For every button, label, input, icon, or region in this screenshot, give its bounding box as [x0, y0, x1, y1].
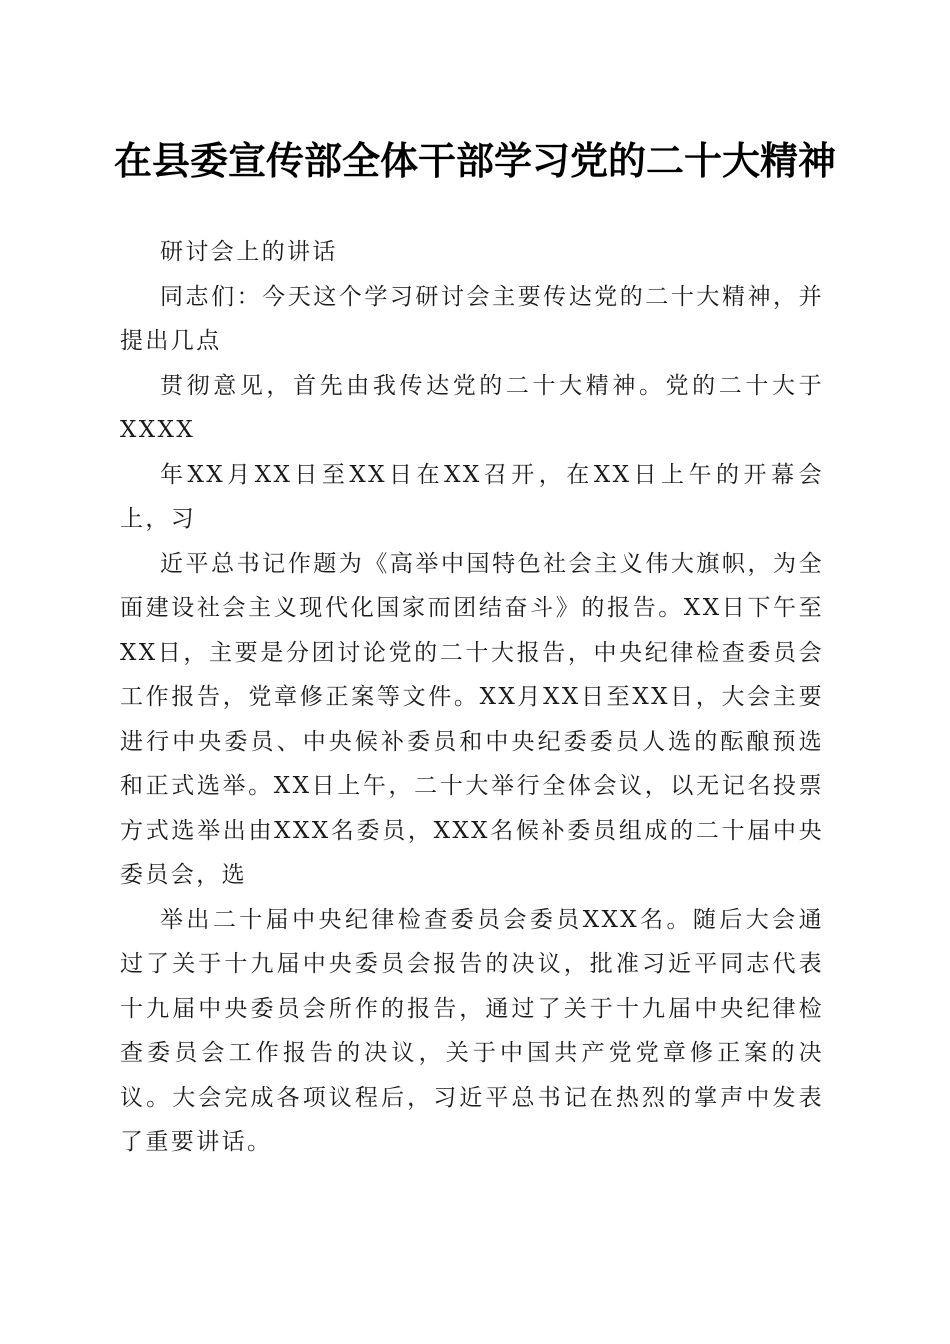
- paragraph-intro: 贯彻意见，首先由我传达党的二十大精神。党的二十大于XXXX: [120, 372, 824, 443]
- paragraph-greeting: 同志们：今天这个学习研讨会主要传达党的二十大精神，并提出几点: [120, 283, 824, 354]
- document-title: 在县委宣传部全体干部学习党的二十大精神: [113, 138, 836, 183]
- paragraph-report: 近平总书记作题为《高举中国特色社会主义伟大旗帜，为全面建设社会主义现代化国家而团结奋斗》的报告。XX日下午至XX日，主要是分团讨论党的二十大报告，中央纪律检查委员会工作报告，党章修正案等文件。XX月XX日至XX日，大会主要进行中央委员、中央候补委员和中央纪委委员人选的酝酿预选和正式选举。XX日上午，二十大举行全体会议，以无记名投票方式选举出由XXX名委员，XXX名候补委员组成的二十届中央委员会，选: [120, 550, 824, 888]
- paragraph-subtitle: 研讨会上的讲话: [160, 239, 338, 265]
- paragraph-date: 年XX月XX日至XX日在XX召开，在XX日上午的开幕会上，习: [120, 461, 824, 532]
- document-body: [120, 230, 824, 1165]
- paragraph-election: 举出二十届中央纪律检查委员会委员XXX名。随后大会通过了关于十九届中央委员会报告的决议，批准习近平同志代表十九届中央委员会所作的报告，通过了关于十九届中央纪律检查委员会工作报告的决议，关于中国共产党党章修正案的决议。大会完成各项议程后，习近平总书记在热烈的掌声中发表了重要讲话。: [120, 906, 824, 1155]
